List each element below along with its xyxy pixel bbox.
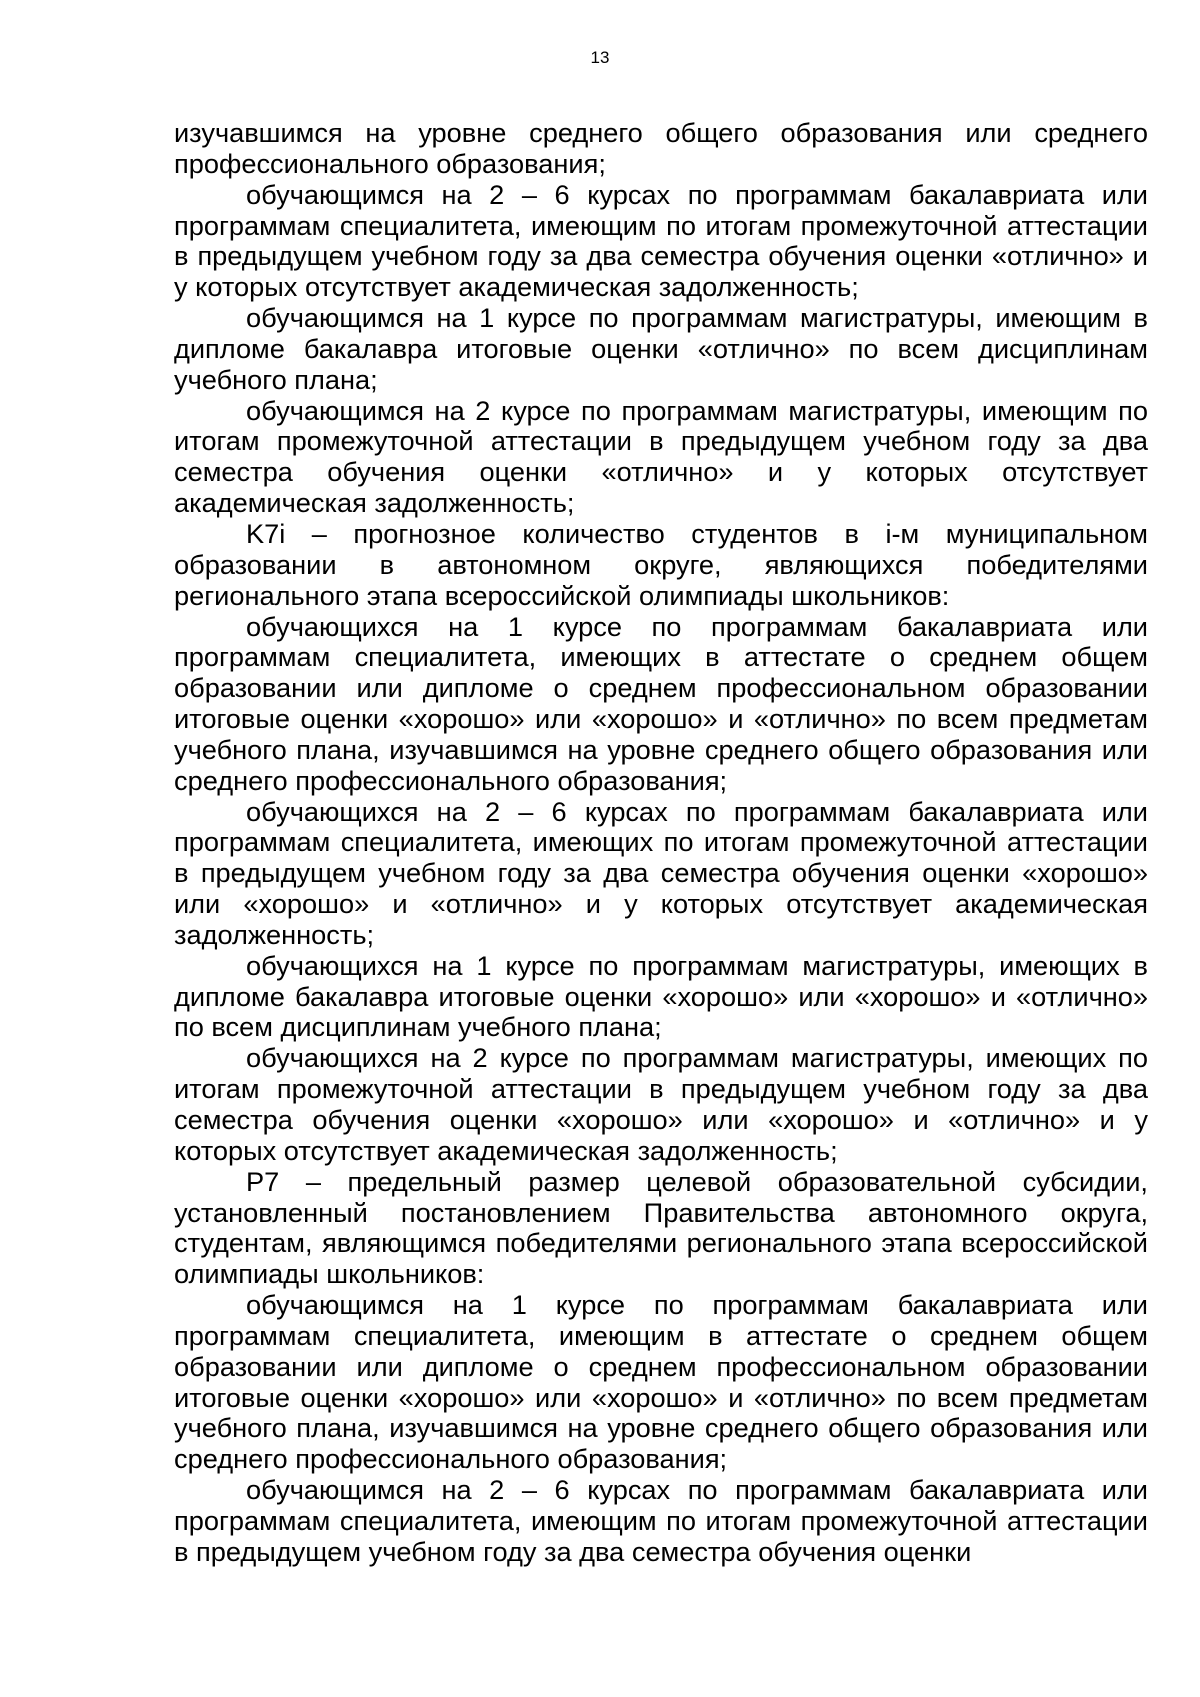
paragraph-continues: обучающимся на 2 – 6 курсах по программам бакалавриата или программам специалитета, имеющим по итогам промежуточной аттестации в предыдущем учебном году за два семестра обучения оценки: [174, 1474, 1148, 1567]
paragraph: обучающихся на 2 – 6 курсах по программам бакалавриата или программам специалитета, имеющих по итогам промежуточной аттестации в предыдущем учебном году за два семестра обучения оценки «хорошо» или «хорошо» и «отлично» и у которых отсутствует академическая задолженность;: [174, 795, 1148, 950]
paragraph-definition-p7: P7 – предельный размер целевой образовательной субсидии, установленный постановлением Правительства автономного округа, студентам, являющимся победителями регионального этапа всероссийской олимпиады школьников:: [174, 1165, 1148, 1290]
paragraph-definition-k7i: K7i – прогнозное количество студентов в i-м муниципальном образовании в автономном округе, являющихся победителями регионального этапа всероссийской олимпиады школьников:: [174, 517, 1148, 611]
paragraph: обучающихся на 1 курсе по программам магистратуры, имеющих в дипломе бакалавра итоговые оценки «хорошо» или «хорошо» и «отлично» по всем дисциплинам учебного плана;: [174, 949, 1148, 1043]
paragraph: обучающимся на 2 – 6 курсах по программам бакалавриата или программам специалитета, имеющим по итогам промежуточной аттестации в предыдущем учебном году за два семестра обучения оценки «отлично» и у которых отсутствует академическая задолженность;: [174, 178, 1148, 303]
page-number: 13: [590, 48, 610, 67]
paragraph: обучающимся на 1 курсе по программам бакалавриата или программам специалитета, имеющим в аттестате о среднем общем образовании или дипломе о среднем профессиональном образовании итоговые оценки «хорошо» или «хорошо» и «отлично» по всем предметам учебного плана, изучавшимся на уровне среднего общего образования или среднего профессионального образования;: [174, 1289, 1148, 1475]
paragraph: обучающихся на 2 курсе по программам магистратуры, имеющих по итогам промежуточной аттестации в предыдущем учебном году за два семестра обучения оценки «хорошо» или «хорошо» и «отлично» и у которых отсутствует академическая задолженность;: [174, 1042, 1148, 1166]
paragraph: обучающимся на 2 курсе по программам магистратуры, имеющим по итогам промежуточной аттестации в предыдущем учебном году за два семестра обучения оценки «отлично» и у которых отсутствует академическая задолженность;: [174, 394, 1148, 519]
paragraph: обучающихся на 1 курсе по программам бакалавриата или программам специалитета, имеющих в аттестате о среднем общем образовании или дипломе о среднем профессиональном образовании итоговые оценки «хорошо» или «хорошо» и «отлично» по всем предметам учебного плана, изучавшимся на уровне среднего общего образования или среднего профессионального образования;: [174, 610, 1148, 796]
document-body: [174, 118, 1148, 1568]
paragraph: обучающимся на 1 курсе по программам магистратуры, имеющим в дипломе бакалавра итоговые оценки «отлично» по всем дисциплинам учебного плана;: [174, 302, 1148, 395]
paragraph-continuation: изучавшимся на уровне среднего общего образования или среднего профессионального образования;: [174, 117, 1148, 179]
